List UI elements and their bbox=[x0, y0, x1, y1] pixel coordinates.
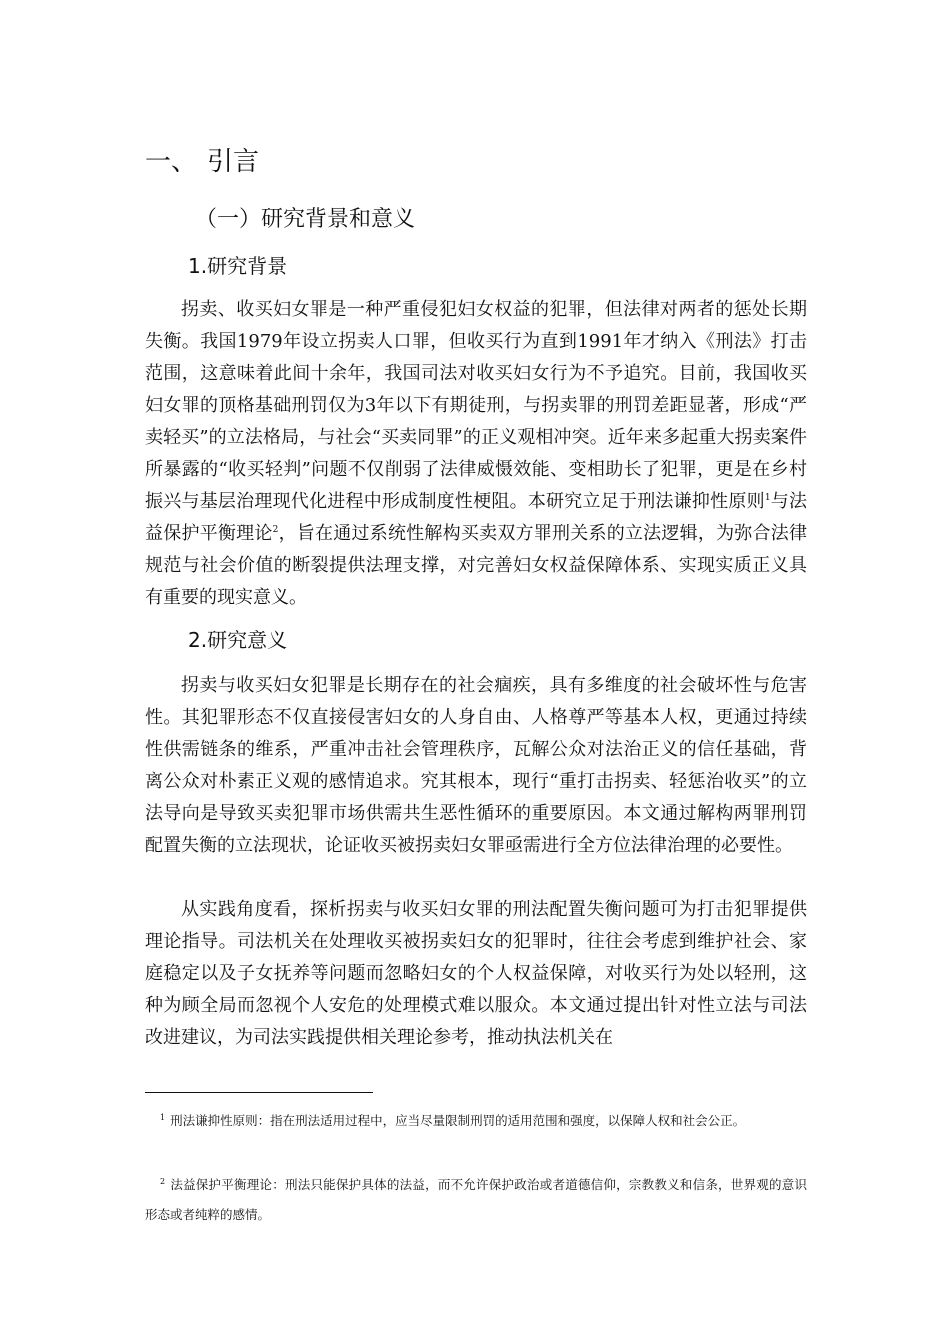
research-significance-paragraph-2: 从实践角度看，探析拐卖与收买妇女罪的刑法配置失衡问题可为打击犯罪提供理论指导。司法机关在处理收买被拐卖妇女的犯罪时，往往会考虑到维护社会、家庭稳定以及子女抚养等问题而忽略妇女的个人权益保障，对收买行为处以轻刑，这种为顾全局而忽视个人安危的处理模式难以服众。本文通过提出针对性立法与司法改进建议，为司法实践提供相关理论参考，推动执法机关在 bbox=[145, 899, 807, 1048]
research-significance-heading: 2.研究意义 bbox=[188, 628, 288, 652]
research-background-heading: 1.研究背景 bbox=[188, 254, 288, 278]
research-background-paragraph bbox=[145, 294, 807, 614]
section-number: 一、 bbox=[145, 147, 198, 177]
footnote-2 bbox=[145, 1170, 807, 1230]
footnote-text: 刑法谦抑性原则：指在刑法适用过程中，应当尽量限制刑罚的适用范围和强度，以保障人权和社会公正。 bbox=[170, 1113, 746, 1128]
footnote-ref-1[interactable]: 1 bbox=[764, 493, 771, 503]
section-title: 引言 bbox=[207, 147, 260, 177]
research-significance-paragraph-1: 拐卖与收买妇女犯罪是长期存在的社会痼疾，具有多维度的社会破坏性与危害性。其犯罪形态不仅直接侵害妇女的人身自由、人格尊严等基本人权，更通过持续性供需链条的维系，严重冲击社会管理秩序，瓦解公众对法治正义的信任基础，背离公众对朴素正义观的感情追求。究其根本，现行“重打击拐卖、轻惩治收买”的立法导向是导致买卖犯罪市场供需共生恶性循环的重要原因。本文通过解构两罪刑罚配置失衡的立法现状，论证收买被拐卖妇女罪亟需进行全方位法律治理的必要性。 bbox=[145, 675, 807, 856]
section-heading bbox=[145, 144, 259, 180]
paragraph-text: 与法益保护平衡理论 bbox=[145, 491, 808, 544]
footnote-mark: 1 bbox=[160, 1112, 166, 1122]
footnote-1 bbox=[145, 1106, 807, 1136]
footnote-mark: 2 bbox=[160, 1176, 166, 1186]
footnote-text: 法益保护平衡理论：刑法只能保护具体的法益，而不允许保护政治或者道德信仰，宗教教义和信条，世界观的意识形态或者纯粹的感情。 bbox=[145, 1177, 807, 1222]
paragraph-text: 拐卖、收买妇女罪是一种严重侵犯妇女权益的犯罪，但法律对两者的惩处长期失衡。我国1979年设立拐卖人口罪，但收买行为直到1991年才纳入《刑法》打击范围，这意味着此间十余年，我国司法对收买妇女行为不予追究。目前，我国收买妇女罪的顶格基础刑罚仅为3年以下有期徒刑，与拐卖罪的刑罚差距显著，形成“严卖轻买”的立法格局，与社会“买卖同罪”的正义观相冲突。近年来多起重大拐卖案件所暴露的“收买轻判”问题不仅削弱了法律威慑效能、变相助长了犯罪，更是在乡村振兴与基层治理现代化进程中形成制度性梗阻。本研究立足于刑法谦抑性原则 bbox=[145, 299, 807, 512]
subsection-heading: （一）研究背景和意义 bbox=[195, 207, 416, 232]
footnote-ref-2[interactable]: 2 bbox=[272, 525, 279, 535]
footnote-separator bbox=[145, 1092, 373, 1093]
paragraph-text: ，旨在通过系统性解构买卖双方罪刑关系的立法逻辑，为弥合法律规范与社会价值的断裂提供法理支撑，对完善妇女权益保障体系、实现实质正义具有重要的现实意义。 bbox=[145, 523, 807, 608]
